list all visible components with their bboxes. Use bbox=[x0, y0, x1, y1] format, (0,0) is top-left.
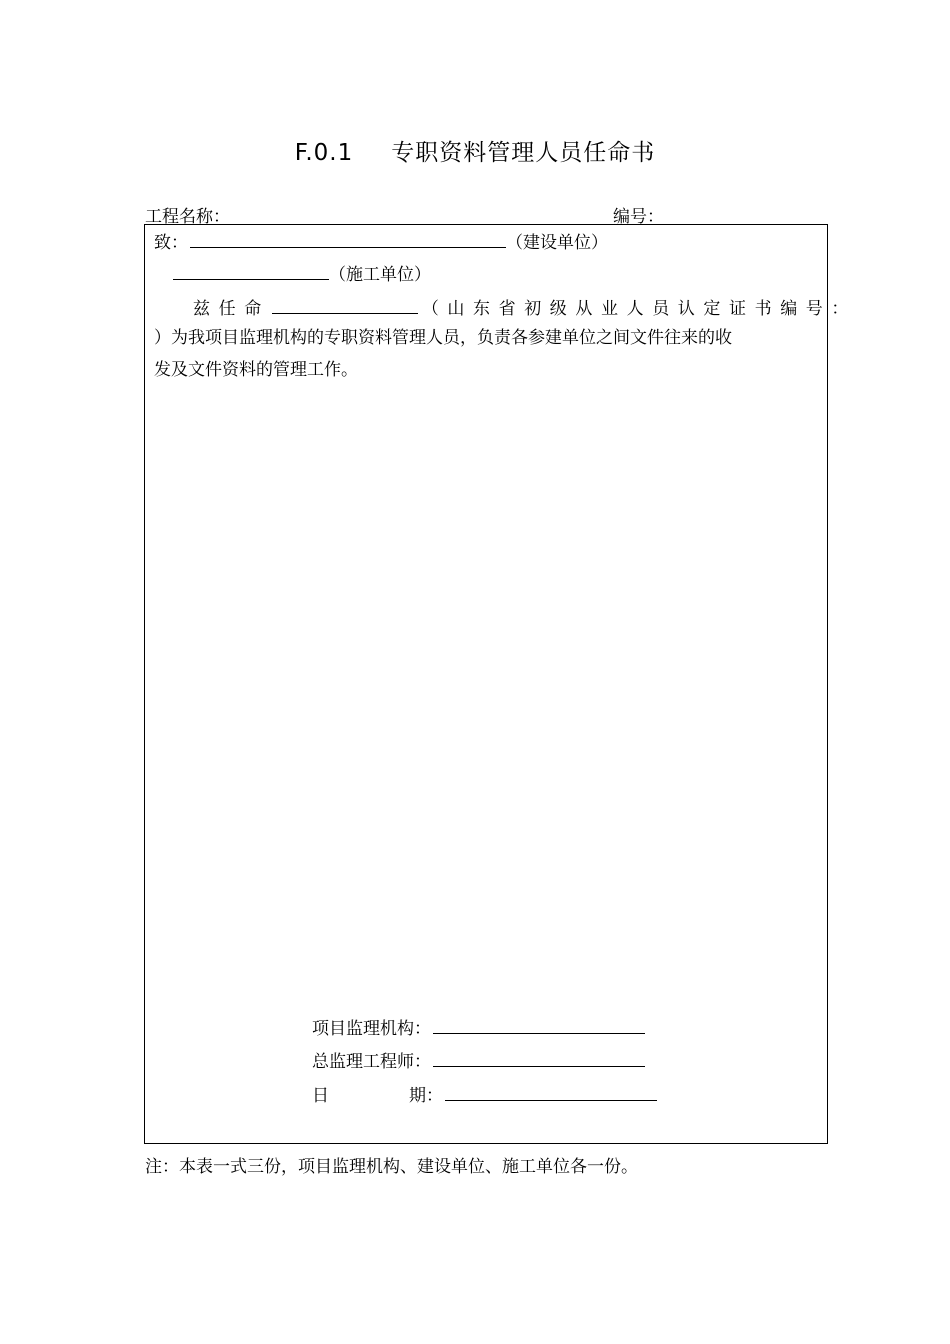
footnote: 注：本表一式三份，项目监理机构、建设单位、施工单位各一份。 bbox=[145, 1157, 638, 1177]
to-label: 致： bbox=[154, 233, 188, 253]
document-title bbox=[0, 134, 950, 167]
form-code: F.0.1 bbox=[294, 140, 354, 166]
appoint-prefix: 兹任命 bbox=[193, 299, 270, 319]
sign-chief-blank[interactable] bbox=[433, 1048, 645, 1067]
number-label: 编号： bbox=[613, 207, 664, 227]
construction-unit-label: （建设单位） bbox=[506, 233, 608, 253]
form-frame bbox=[144, 224, 858, 1144]
contractor-unit-label: （施工单位） bbox=[329, 265, 431, 285]
sign-chief-line bbox=[312, 1048, 645, 1074]
project-name-label: 工程名称： bbox=[145, 207, 230, 227]
body-line-2: ）为我项目监理机构的专职资料管理人员，负责各参建单位之间文件往来的收 bbox=[154, 328, 732, 348]
sign-org-blank[interactable] bbox=[433, 1015, 645, 1034]
sign-chief-label: 总监理工程师： bbox=[312, 1052, 431, 1072]
contractor-line bbox=[173, 261, 431, 287]
appointee-blank[interactable] bbox=[272, 295, 418, 314]
to-line bbox=[154, 229, 608, 255]
sign-date-line bbox=[312, 1082, 657, 1108]
sign-date-label-1: 日 bbox=[312, 1086, 329, 1106]
appoint-line bbox=[193, 295, 857, 321]
body-line-3: 发及文件资料的管理工作。 bbox=[154, 360, 358, 380]
sign-org-label: 项目监理机构： bbox=[312, 1019, 431, 1039]
construction-unit-blank[interactable] bbox=[190, 229, 506, 248]
cert-text: （山东省初级从业人员认定证书编号： bbox=[421, 299, 858, 319]
sign-date-blank[interactable] bbox=[445, 1082, 657, 1101]
form-title: 专职资料管理人员任命书 bbox=[391, 140, 656, 166]
sign-date-label-2: 期： bbox=[409, 1086, 443, 1106]
sign-org-line bbox=[312, 1015, 645, 1041]
contractor-unit-blank[interactable] bbox=[173, 261, 329, 280]
